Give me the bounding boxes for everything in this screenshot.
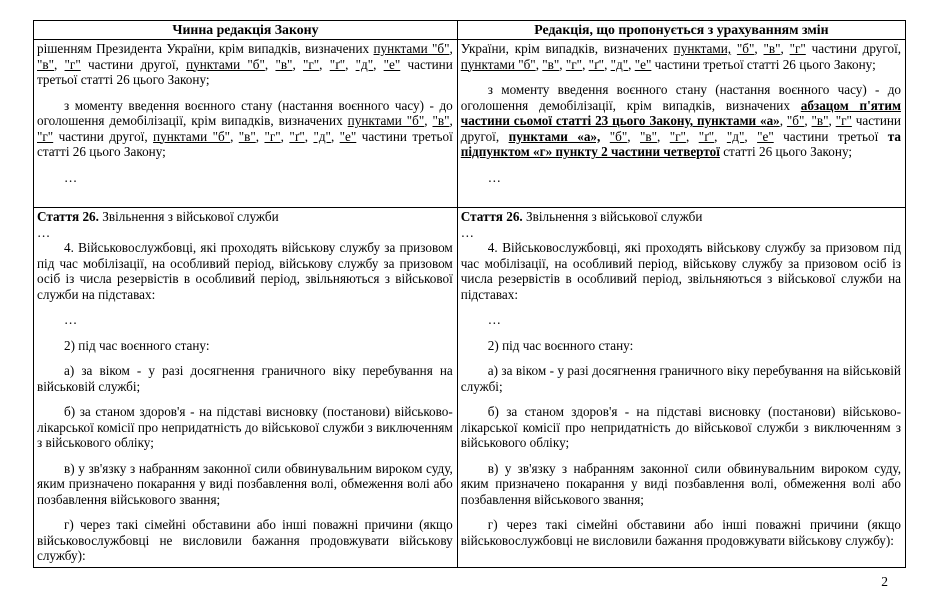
cell-current-row1 [34, 40, 458, 208]
text-segment: в) у зв'язку з набранням законної сили обвинувальним вироком суду, яким призначено покарання у виді позбавлення волі, обмеження волі або позбавлення військового звання; [37, 460, 453, 507]
text-segment: , [330, 128, 340, 144]
text-segment: частини третьої статті 26 цього Закону; [37, 128, 453, 159]
text-segment: б) за станом здоров'я - на підставі висновку (постанови) військово-лікарської комісії про непридатність до військової служби з виключенням з військового обліку; [460, 404, 901, 450]
text-segment: "г" [789, 41, 806, 56]
text-segment: , [255, 128, 265, 144]
text-segment: "в" [542, 56, 560, 72]
text-segment: "б" [786, 113, 805, 128]
text-segment: Стаття 26. [460, 209, 523, 224]
text-segment: "в" [763, 41, 781, 56]
paragraph [461, 41, 901, 72]
text-segment: , [449, 41, 453, 56]
text-segment: , [559, 56, 566, 72]
paragraph [37, 461, 453, 508]
column-header-current-version: Чинна редакція Закону [34, 21, 458, 40]
text-segment: "ґ" [588, 56, 605, 72]
text-segment: "г" [264, 128, 281, 144]
text-segment: , [230, 128, 239, 144]
table-row-article-26 [34, 208, 906, 568]
text-segment: "в" [640, 128, 658, 144]
text-segment: "д" [355, 56, 374, 72]
text-segment: "ґ" [289, 128, 305, 144]
text-segment: "д" [610, 56, 629, 72]
text-segment: частини другої, [80, 56, 187, 72]
text-segment: , [449, 113, 453, 128]
text-segment: Стаття 26. [37, 209, 99, 224]
column-header-proposed-version: Редакція, що пропонується з урахуванням змін [457, 21, 905, 40]
text-segment: 2) під час воєнного стану: [64, 337, 210, 353]
text-segment: "ґ" [329, 56, 346, 72]
paragraph [37, 404, 453, 451]
text-segment: , [804, 113, 812, 128]
text-segment: пунктами "б" [347, 113, 425, 128]
text-segment: … [487, 312, 501, 327]
text-segment: "г" [835, 113, 852, 128]
text-segment: … [64, 312, 78, 327]
text-segment: , [628, 56, 635, 72]
text-segment: "г" [37, 128, 54, 144]
text-segment: , [604, 56, 611, 72]
text-segment: г) через такі сімейні обставини або інші поважні причини (якщо військовослужбовці не висловили бажання продовжувати військову службу): [460, 517, 901, 548]
paragraph [37, 41, 453, 88]
paragraph [461, 517, 901, 548]
text-segment: , [714, 128, 727, 144]
text-segment: "б" [609, 128, 628, 144]
text-segment: частини третьої статті 26 цього Закону; [651, 56, 876, 72]
text-segment: , [304, 128, 314, 144]
text-segment: "в" [432, 113, 450, 128]
text-segment: , [292, 56, 303, 72]
paragraph [461, 338, 901, 354]
paragraph [37, 98, 453, 160]
paragraph [37, 170, 453, 186]
paragraph [461, 363, 901, 394]
text-segment: , [319, 56, 330, 72]
text-segment: , [373, 56, 384, 72]
text-segment: а) за віком - у разі досягнення граничного віку перебування на військовій службі; [460, 363, 901, 394]
text-segment: рішенням Президента України, крім випадків, визначених [37, 41, 374, 56]
table-header-row-group [34, 21, 906, 40]
paragraph [461, 404, 901, 451]
text-segment: "в" [238, 128, 256, 144]
text-segment: , [754, 41, 764, 56]
text-segment: "г" [669, 128, 686, 144]
paragraph [37, 312, 453, 328]
text-segment: пунктами "б" [186, 56, 265, 72]
page-number: 2 [881, 574, 888, 589]
text-segment: абзацом п'ятим частини сьомої статті 23 цього Закону, пунктами «а» [460, 97, 901, 128]
paragraph [461, 461, 901, 508]
text-segment: "е" [383, 56, 401, 72]
text-segment: 2) під час воєнного стану: [487, 337, 634, 353]
text-segment: Звільнення з військової служби [98, 209, 279, 224]
text-segment: г) через такі сімейні обставини або інші поважні причини (якщо військовослужбовці не висловили бажання продовжувати військову службу): [37, 517, 453, 563]
paragraph [461, 240, 901, 302]
text-segment: , [582, 56, 589, 72]
text-segment: , [657, 128, 670, 144]
text-segment: підпунктом «г» пункту 2 частини четвертої [460, 144, 720, 159]
table-row-continuation [34, 40, 906, 208]
text-segment: а) за віком - у разі досягнення граничного віку перебування на військовій службі; [37, 363, 453, 394]
cell-proposed-row1 [457, 40, 905, 208]
text-segment: "д" [313, 128, 331, 144]
text-segment: , [345, 56, 356, 72]
text-segment: , [779, 113, 787, 128]
paragraph [37, 209, 453, 225]
text-segment: пунктами "б" [460, 56, 536, 72]
paragraph [461, 170, 901, 186]
text-segment: з моменту введення воєнного стану (настання воєнного часу) - до оголошення демобілізації, крім випадків, визначених [37, 97, 453, 128]
text-segment: , [627, 128, 641, 144]
text-segment [600, 129, 609, 144]
text-segment: "в" [811, 113, 829, 128]
text-segment: "г" [302, 56, 320, 72]
text-segment: частини третьої [773, 128, 888, 144]
text-segment: "е" [339, 128, 357, 144]
text-segment: та [887, 128, 901, 144]
paragraph [37, 225, 453, 241]
paragraph [461, 225, 901, 241]
text-segment: , [424, 113, 433, 128]
text-segment: в) у зв'язку з набранням законної сили обвинувальним вироком суду, яким призначено покарання у виді позбавлення волі, обмеження волі або позбавлення військового звання; [460, 460, 901, 507]
paragraph [461, 312, 901, 328]
text-segment: України, крім випадків, визначених [460, 41, 674, 56]
text-segment: "е" [634, 56, 652, 72]
text-segment: , [828, 113, 836, 128]
table-body [34, 40, 906, 568]
text-segment: "д" [726, 128, 745, 144]
paragraph [461, 82, 901, 160]
text-segment: пунктами "б" [153, 128, 231, 144]
text-segment: частини другої, [460, 113, 901, 144]
paragraph [37, 363, 453, 394]
text-segment: "б" [736, 41, 755, 56]
text-segment: статті 26 цього Закону; [719, 144, 853, 159]
paragraph [37, 240, 453, 302]
text-segment: частини другої, [805, 41, 902, 56]
text-segment: частини другої, [53, 128, 154, 144]
text-segment: 4. Військовослужбовці, які проходять військову службу за призовом під час мобілізації, на особливий період, військову службу за призовом осіб із числа резервістів в особливий період, звільняються з військової служби на підставах: [460, 240, 901, 302]
text-segment: , [264, 56, 276, 72]
text-segment: б) за станом здоров'я - на підставі висновку (постанови) військово-лікарської комісії про непридатність до військової служби з виключенням з військового обліку; [37, 404, 453, 450]
text-segment: "е" [757, 128, 774, 144]
text-segment: … [37, 224, 51, 240]
text-segment: , [54, 56, 65, 72]
text-segment: пунктами, [673, 41, 732, 56]
text-segment: 4. Військовослужбовці, які проходять військову службу за призовом під час мобілізації, на особливий період, військову службу за призовом осіб із числа резервістів в особливий період, звільняються з військової служби на підставах: [37, 240, 453, 302]
text-segment: … [487, 169, 501, 185]
law-comparison-table [33, 20, 906, 568]
header-row [34, 21, 906, 40]
text-segment: , [280, 128, 290, 144]
text-segment: "в" [275, 56, 293, 72]
text-segment: , [535, 56, 543, 72]
text-segment: , [780, 41, 790, 56]
paragraph [37, 517, 453, 564]
text-segment: частини третьої статті 26 цього Закону; [37, 56, 453, 87]
text-segment: … [64, 169, 78, 185]
text-segment: "в" [37, 56, 54, 72]
text-segment: "г" [565, 56, 583, 72]
text-segment: Звільнення з військової служби [522, 209, 703, 224]
cell-proposed-row2 [457, 208, 905, 568]
text-segment: … [460, 224, 474, 240]
text-segment: "ґ" [698, 128, 715, 144]
paragraph [37, 338, 453, 354]
cell-current-row2 [34, 208, 458, 568]
text-segment: , [744, 128, 758, 144]
text-segment: пунктами «а», [508, 128, 601, 144]
text-segment: "г" [64, 56, 81, 72]
text-segment: з моменту введення воєнного стану (настання воєнного часу) - до оголошення демобілізації, крім випадків, визначених [460, 82, 901, 113]
paragraph [461, 209, 901, 225]
text-segment: , [685, 128, 699, 144]
text-segment: пунктами "б" [373, 41, 450, 56]
